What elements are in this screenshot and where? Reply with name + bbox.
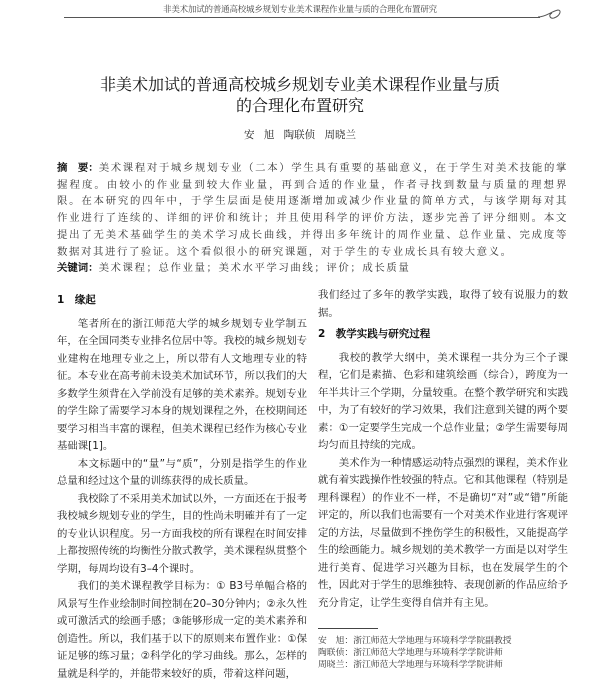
footnote: 安 旭：浙江师范大学地理与环境科学学院副教授 [318, 636, 512, 646]
abstract-label: 摘 要： [57, 162, 99, 174]
title-line-2: 的合理化布置研究 [235, 96, 364, 115]
paragraph: 我们的美术课程教学目标为：① B3号单幅合格的风景写生作业绘制时间控制在20–30分钟内；②永久性或可激活式的绘画手感；③能够形成一定的美术素养和创造性。所以，我们基于以下的原则来布置作业：①保证足够的练习量；②科学化的学习曲线。那么，怎样的量就是科学的，并能带来较好的质，带着这样问题， [57, 580, 307, 680]
paragraph: 本文标题中的“量”与“质”，分别是指学生的作业总量和经过这个量的训练获得的成长质量。 [57, 457, 307, 487]
keywords: 美术课程；总作业量；美术水平学习曲线；评价；成长质量 [98, 262, 411, 275]
running-head: 非美术加试的普通高校城乡规划专业美术课程作业量与质的合理化布置研究 [163, 5, 437, 15]
abstract-text: 美术课程对于城乡规划专业（二本）学生具有重要的基础意义，在于学生对美术技能的掌握程度。由较小的作业量到较大作业量，再到合适的作业量，作者寻找到数量与质量的理想界限。在本研究的四年中，于学生层面是使用逐渐增加或减少作业量的简单方式，与该学期每对其作业进行了连续的、详细的评价和统计；并且使用科学的评价方法，逐步完善了评分细则。本文提出了无美术基础学生的美术学习成长曲线，并得出多年统计的周作业量、总作业量、完成度等数据对其进行了验证。这个看似很小的研究课题，对于学生的专业成长具有较大意义。 [57, 162, 568, 258]
paper-title [60, 74, 540, 116]
abstract [57, 160, 568, 277]
paragraph: 美术作为一种情感运动特点强烈的课程，美术作业就有着实践操作性较强的特点。它和其他课程（特别是理科课程）的作业不一样，不是确切“对”或“错”所能评定的，所以我们也需要有一个对美术作业进行客观评定的方法，尽量做到不挫伤学生的积极性，又能提高学生的绘画能力。城乡规划的美术教学一方面是以对学生进行美育、促进学习兴趣为目标，也在发展学生的个性，因此对于学生的思维独特、表现创新的作品应给予充分肯定，让学生变得自信并有主见。 [318, 456, 568, 609]
continuation-paragraph: 我们经过了多年的教学实践，取得了较有说服力的数据。 [318, 289, 568, 319]
left-column [57, 292, 307, 683]
section-heading-2: 2 教学实践与研究过程 [318, 328, 431, 340]
decorative-swirl-icon [538, 7, 562, 23]
footnote-rule [318, 628, 378, 629]
right-column [318, 287, 568, 671]
header-rule [64, 17, 540, 18]
paragraph: 笔者所在的浙江师范大学的城乡规划专业学制五年，在全国同类专业排名位居中等。我校的城乡规划专业建构在地理专业之上，所以带有人文地理专业的特征。本专业在高考前未设美术加试环节，所以我们的大多数学生须背在入学前没有足够的美术素养。规划专业的学生除了需要学习本身的规划课程之外，在校期间还要学习相当丰富的课程，但美术课程已经作为核心专业基础课[1]。 [57, 317, 307, 452]
footnote: 陶联侦：浙江师范大学地理与环境科学学院讲师 [318, 648, 503, 658]
authors: 安 旭 陶联侦 周晓兰 [243, 129, 356, 141]
keywords-label: 关键词： [57, 262, 99, 275]
section-heading-1: 1 缘起 [57, 294, 96, 306]
paragraph: 我校的教学大纲中，美术课程一共分为三个子课程，它们是素描、色彩和建筑绘画（综合），跨度为一年半共计三个学期，分量较重。在整个教学研究和实践中，为了有较好的学习效果，我们注意到关键的两个要素：①一定要学生完成一个总作业量；②学生需要每周均匀而且持续的完成。 [318, 351, 568, 451]
title-line-1: 非美术加试的普通高校城乡规划专业美术课程作业量与质 [99, 75, 500, 94]
paragraph: 我校除了不采用美术加试以外，一方面还在于报考我校城乡规划专业的学生，目的性尚未明確并有了一定的专业认识程度。另一方面我校的所有课程在时间安排上都按照传统的均衡性分散式教学，美术课程纵贯整个学期，每周均设有3–4个课时。 [57, 492, 307, 575]
footnote: 周晓兰：浙江师范大学地理与环境科学学院讲师 [318, 660, 503, 670]
